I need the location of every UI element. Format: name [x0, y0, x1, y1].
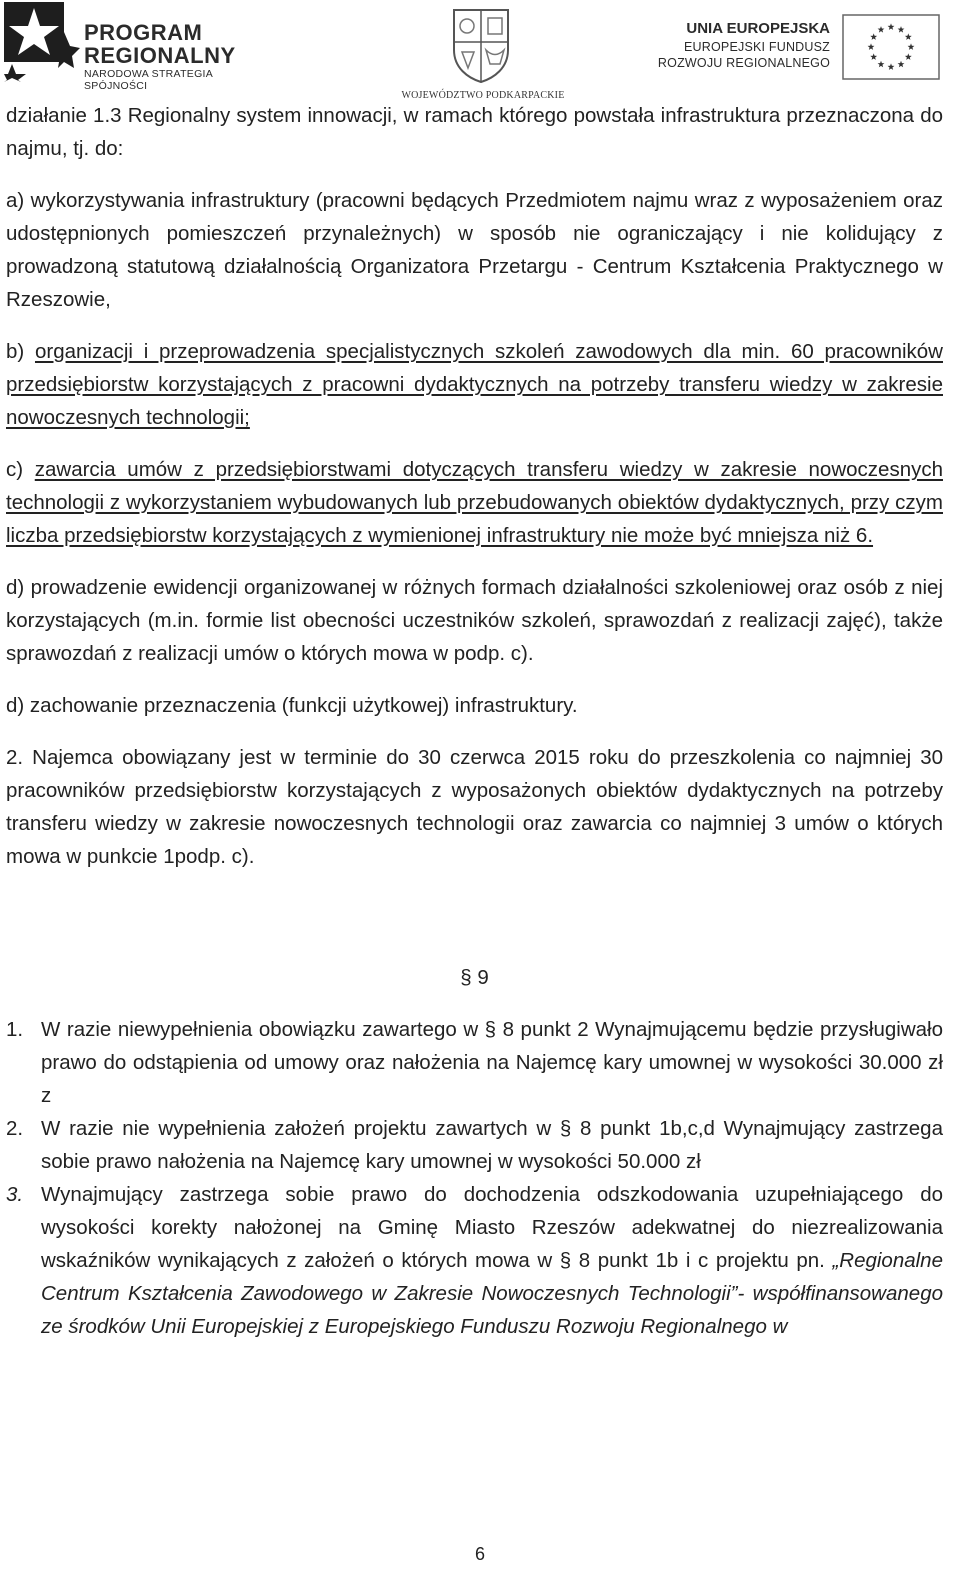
paragraph-a: a) wykorzystywania infrastruktury (pracowni będących Przedmiotem najmu wraz z wyposażeniem oraz udostępnionych pomieszczeń przynależnych) w sposób nie ograniczający i nie kolidujący z prowadzoną statutową działalnością Organizatora Przetargu - Centrum Kształcenia Praktycznego w Rzeszowie,	[6, 189, 943, 311]
list-item-number: 2.	[6, 1117, 24, 1140]
paragraph-b-underlined: organizacji i przeprowadzenia specjalistycznych szkoleń zawodowych dla min. 60 pracowników przedsiębiorstw korzystających z pracowni dydaktycznych na potrzeby transferu wiedzy w zakresie nowoczesnych technologii;	[6, 340, 943, 429]
list-item-text: W razie niewypełnienia obowiązku zawartego w § 8 punkt 2 Wynajmującemu będzie przysługiwało prawo do odstąpienia od umowy oraz nałożenia na Najemcę kary umownej w wysokości 30.000 zł z	[41, 1018, 943, 1107]
list-item	[6, 1112, 943, 1178]
voivodeship-logo	[388, 6, 578, 100]
eu-logo-line2: EUROPEJSKI FUNDUSZ	[684, 40, 830, 54]
list-item-text: W razie nie wypełnienia założeń projektu zawartych w § 8 punkt 1b,c,d Wynajmujący zastrzega sobie prawo nałożenia na Najemcę kary umownej w wysokości 50.000 zł	[41, 1117, 943, 1173]
list-item-text: Wynajmujący zastrzega sobie prawo do dochodzenia odszkodowania uzupełniającego do wysokości korekty nałożonej na Gminę Miasto Rzeszów adekwatnej do niezrealizowania wskaźników wynikających z założeń o których mowa w § 8 punkt 1b i c projektu pn.	[41, 1183, 943, 1272]
program-star-icon	[4, 2, 80, 82]
program-logo-line1: PROGRAM	[84, 20, 203, 45]
eu-logo	[657, 14, 956, 84]
program-logo-line3: NARODOWA STRATEGIA SPÓJNOŚCI	[84, 68, 213, 92]
eu-logo-line1: UNIA EUROPEJSKA	[686, 20, 830, 37]
coat-of-arms-icon	[450, 6, 512, 84]
list-item-text-italic: „Regionalne Centrum Kształcenia Zawodowego w Zakresie Nowoczesnych Technologii”- współfinansowanego ze środków Unii Europejskiej z Europejskiego Funduszu Rozwoju Regionalnego w	[41, 1249, 943, 1338]
paragraph-c-underlined: zawarcia umów z przedsiębiorstwami dotyczących transferu wiedzy w zakresie nowoczesnych technologii z wykorzystaniem wybudowanych lub przebudowanych obiektów dydaktycznych, przy czym liczba przedsiębiorstw korzystających z wymienionej infrastruktury nie może być mniejsza niż 6.	[6, 458, 943, 547]
list-item-number: 3.	[6, 1183, 24, 1206]
paragraph-c	[6, 453, 943, 552]
paragraph-b-prefix: b)	[6, 340, 35, 363]
paragraph-intro: działanie 1.3 Regionalny system innowacji, w ramach którego powstała infrastruktura przeznaczona do najmu, tj. do:	[6, 104, 943, 160]
eu-logo-line3: ROZWOJU REGIONALNEGO	[657, 56, 830, 70]
paragraph-b	[6, 335, 943, 434]
section-heading: § 9	[460, 966, 489, 989]
paragraph-d1: d) prowadzenie ewidencji organizowanej w różnych formach działalności szkoleniowej oraz osób z niej korzystających (m.in. formie list obecności uczestników szkoleń, sprawozdań z realizacji zajęć), także sprawozdań z realizacji umów o których mowa w podp. c).	[6, 576, 943, 665]
program-regionalny-logo	[4, 2, 274, 92]
paragraph-d2: d) zachowanie przeznaczenia (funkcji użytkowej) infrastruktury.	[6, 694, 578, 717]
paragraph-2: 2. Najemca obowiązany jest w terminie do 30 czerwca 2015 roku do przeszkolenia co najmniej 30 pracowników przedsiębiorstw korzystających z wyposażonych obiektów dydaktycznych na potrzeby transferu wiedzy w zakresie nowoczesnych technologii oraz zawarcia co najmniej 3 umów o których mowa w punkcie 1podp. c).	[6, 746, 943, 868]
list-item-number: 1.	[6, 1018, 24, 1041]
document-body	[6, 99, 943, 1343]
list-item	[6, 1178, 943, 1343]
voivodeship-logo-text: WOJEWÓDZTWO PODKARPACKIE	[401, 90, 565, 101]
page-number: 6	[474, 1544, 485, 1564]
program-logo-line2: REGIONALNY	[84, 43, 236, 68]
list-item	[6, 1013, 943, 1112]
eu-flag-icon	[842, 14, 940, 80]
page-header	[0, 0, 960, 100]
paragraph-c-prefix: c)	[6, 458, 35, 481]
numbered-list	[6, 1013, 943, 1343]
